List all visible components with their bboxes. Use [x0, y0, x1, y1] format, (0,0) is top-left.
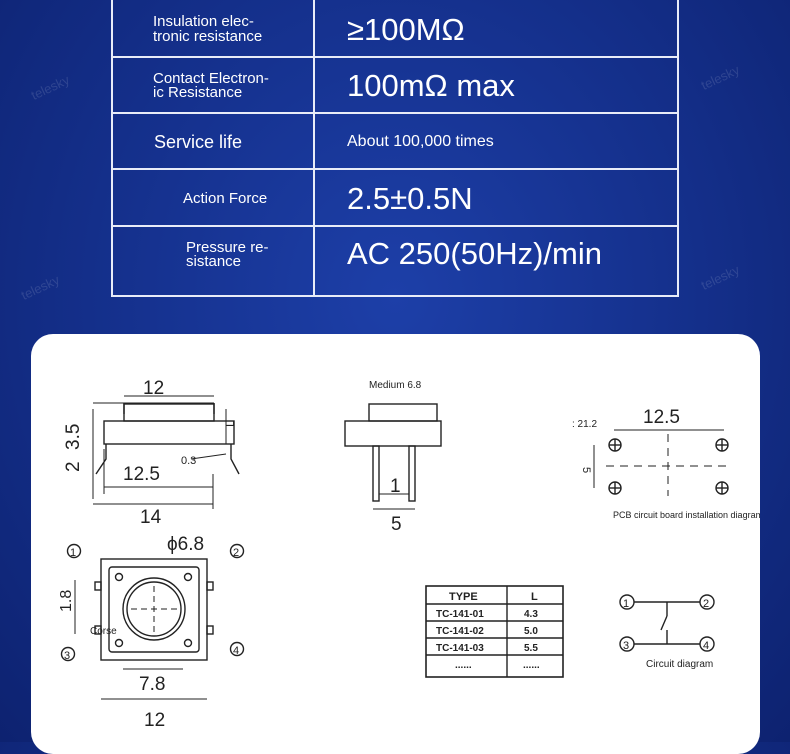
side-view	[63, 378, 239, 528]
pcb-angle: : 21.2	[572, 419, 598, 430]
spec-label-line: Pressure re-	[186, 239, 269, 256]
dim-bottom-outer: 12	[144, 710, 166, 731]
dim-l: L	[223, 420, 237, 427]
dim-inner-width: 12.5	[123, 464, 160, 485]
type-cell: TC-141-02	[436, 626, 484, 637]
pin-marker: 1	[70, 547, 77, 559]
circuit-caption: Circuit diagram	[646, 659, 714, 670]
spec-value: ≥100MΩ	[347, 12, 465, 47]
pin-marker: 3	[64, 650, 71, 662]
l-header: L	[531, 591, 538, 603]
type-header: TYPE	[449, 591, 478, 603]
spec-label	[113, 58, 315, 112]
pcb-spacing: 12.5	[643, 407, 680, 428]
spec-value: About 100,000 times	[347, 133, 494, 150]
dim-bottom-inner: 7.8	[139, 674, 166, 695]
spec-value: 2.5±0.5N	[347, 181, 473, 216]
front-view	[345, 380, 441, 535]
top-view	[58, 534, 244, 731]
spec-row-contact	[113, 58, 677, 114]
circuit-pin: 2	[703, 598, 710, 610]
spec-label-line: Contact Electron-	[153, 70, 269, 87]
spec-row-pressure	[113, 227, 677, 297]
technical-drawing	[31, 334, 760, 742]
dim-height-2: 2	[63, 461, 84, 472]
type-cell: ......	[455, 660, 472, 671]
spec-value: AC 250(50Hz)/min	[347, 236, 602, 271]
spec-label-line: sistance	[186, 253, 242, 270]
pcb-vertical: 5	[580, 467, 592, 474]
spec-row-service-life	[113, 114, 677, 170]
type-cell: TC-141-01	[436, 609, 484, 620]
pin-marker: 4	[233, 645, 240, 657]
spec-row-insulation	[113, 0, 677, 58]
spec-label-line: Insulation elec-	[153, 13, 254, 30]
dim-height-1: 3.5	[63, 423, 84, 450]
l-cell: 5.5	[524, 643, 538, 654]
dim-top-width: 12	[143, 378, 165, 399]
drawing-card	[31, 334, 760, 754]
spec-label-line: Service life	[154, 132, 243, 152]
spec-label-line: Action Force	[183, 190, 268, 207]
circuit-diagram	[620, 595, 714, 670]
spec-label-line: ic Resistance	[153, 84, 243, 101]
circuit-pin: 3	[623, 640, 630, 652]
watermark-text: telesky	[698, 62, 742, 93]
dim-diameter: ϕ6.8	[167, 534, 205, 555]
circuit-pin: 1	[623, 598, 630, 610]
spec-label	[113, 227, 315, 297]
l-cell: 4.3	[524, 609, 538, 620]
spec-table	[111, 0, 679, 297]
type-cell: TC-141-03	[436, 643, 484, 654]
l-cell: 5.0	[524, 626, 538, 637]
dim-pin: 0.3	[181, 455, 197, 467]
spec-label	[113, 114, 315, 168]
dim-front-width: 5	[391, 514, 402, 535]
dim-pin-pitch: 1	[390, 476, 401, 497]
dim-outer-width: 14	[140, 507, 162, 528]
watermark-text: telesky	[18, 272, 62, 303]
l-cell: ......	[523, 660, 540, 671]
dim-side: 1.8	[58, 589, 75, 612]
spec-value: 100mΩ max	[347, 68, 515, 103]
pcb-caption: PCB circuit board installation diagram	[613, 510, 760, 520]
circuit-pin: 4	[703, 640, 710, 652]
type-table	[426, 586, 563, 677]
corner-label: Corse	[90, 626, 117, 637]
watermark-text: telesky	[698, 262, 742, 293]
pin-marker: 2	[233, 547, 240, 559]
spec-label	[113, 170, 315, 225]
spec-row-action-force	[113, 170, 677, 227]
front-title: Medium 6.8	[369, 380, 422, 391]
watermark-text: telesky	[28, 72, 72, 103]
spec-label-line: tronic resistance	[153, 28, 263, 45]
pcb-layout	[572, 407, 760, 520]
spec-label	[113, 0, 315, 56]
